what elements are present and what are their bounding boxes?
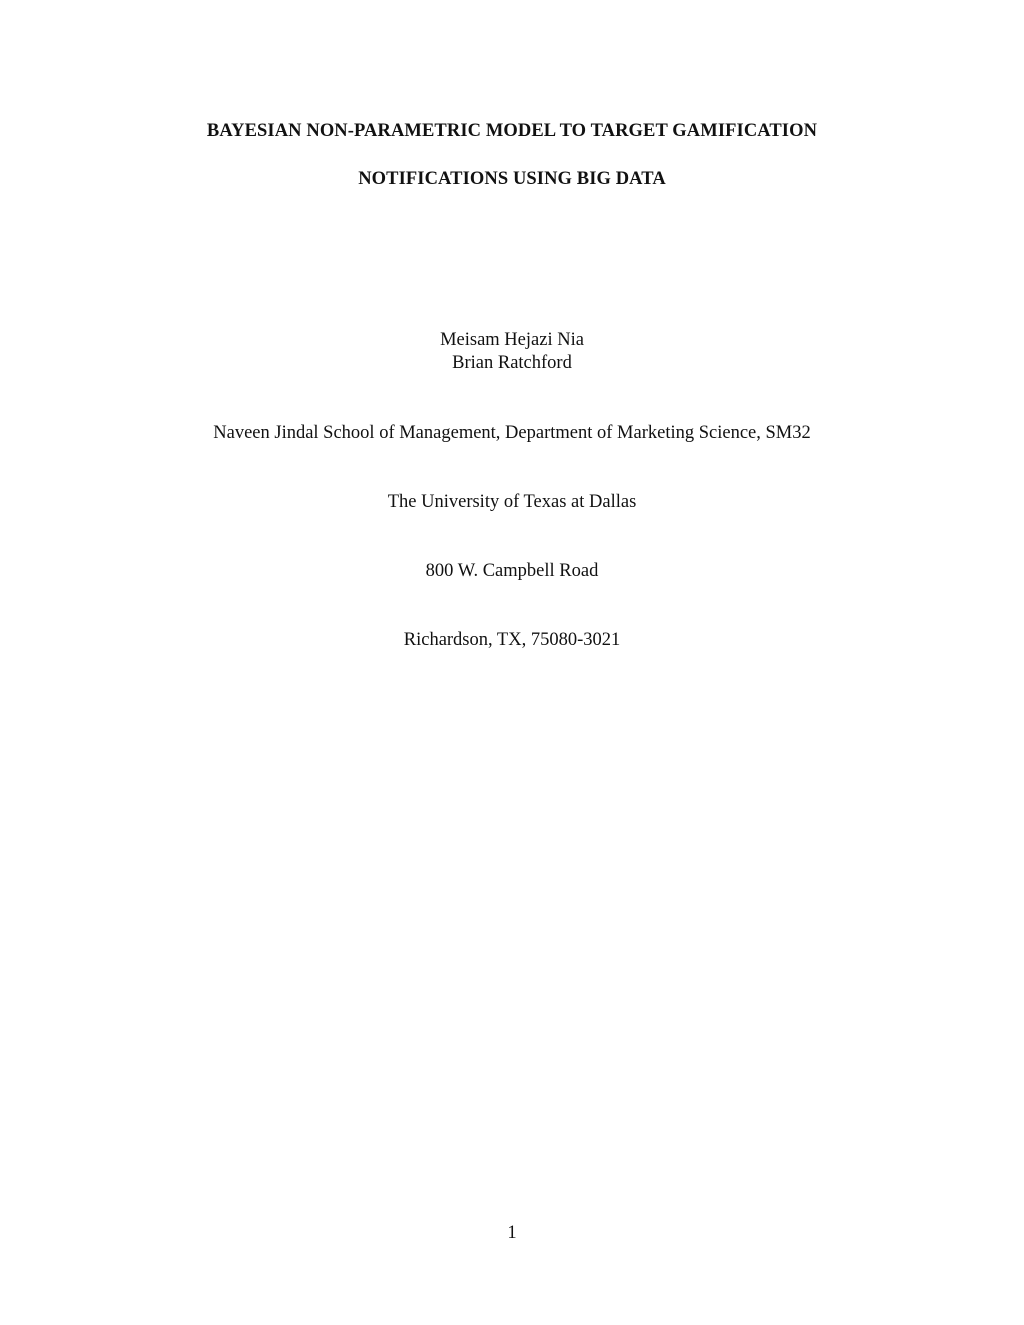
paper-title-line-2: NOTIFICATIONS USING BIG DATA <box>358 169 666 189</box>
affiliation-city: Richardson, TX, 75080-3021 <box>403 630 621 650</box>
author-name: Brian Ratchford <box>452 353 572 373</box>
page-number: 1 <box>507 1223 517 1243</box>
affiliation-street: 800 W. Campbell Road <box>425 561 599 581</box>
author-name: Meisam Hejazi Nia <box>440 330 584 350</box>
paper-title-line-1: BAYESIAN NON-PARAMETRIC MODEL TO TARGET GAMIFICATION <box>206 121 818 141</box>
affiliation-school: Naveen Jindal School of Management, Department of Marketing Science, SM32 <box>213 423 811 443</box>
affiliation-university: The University of Texas at Dallas <box>387 492 637 512</box>
